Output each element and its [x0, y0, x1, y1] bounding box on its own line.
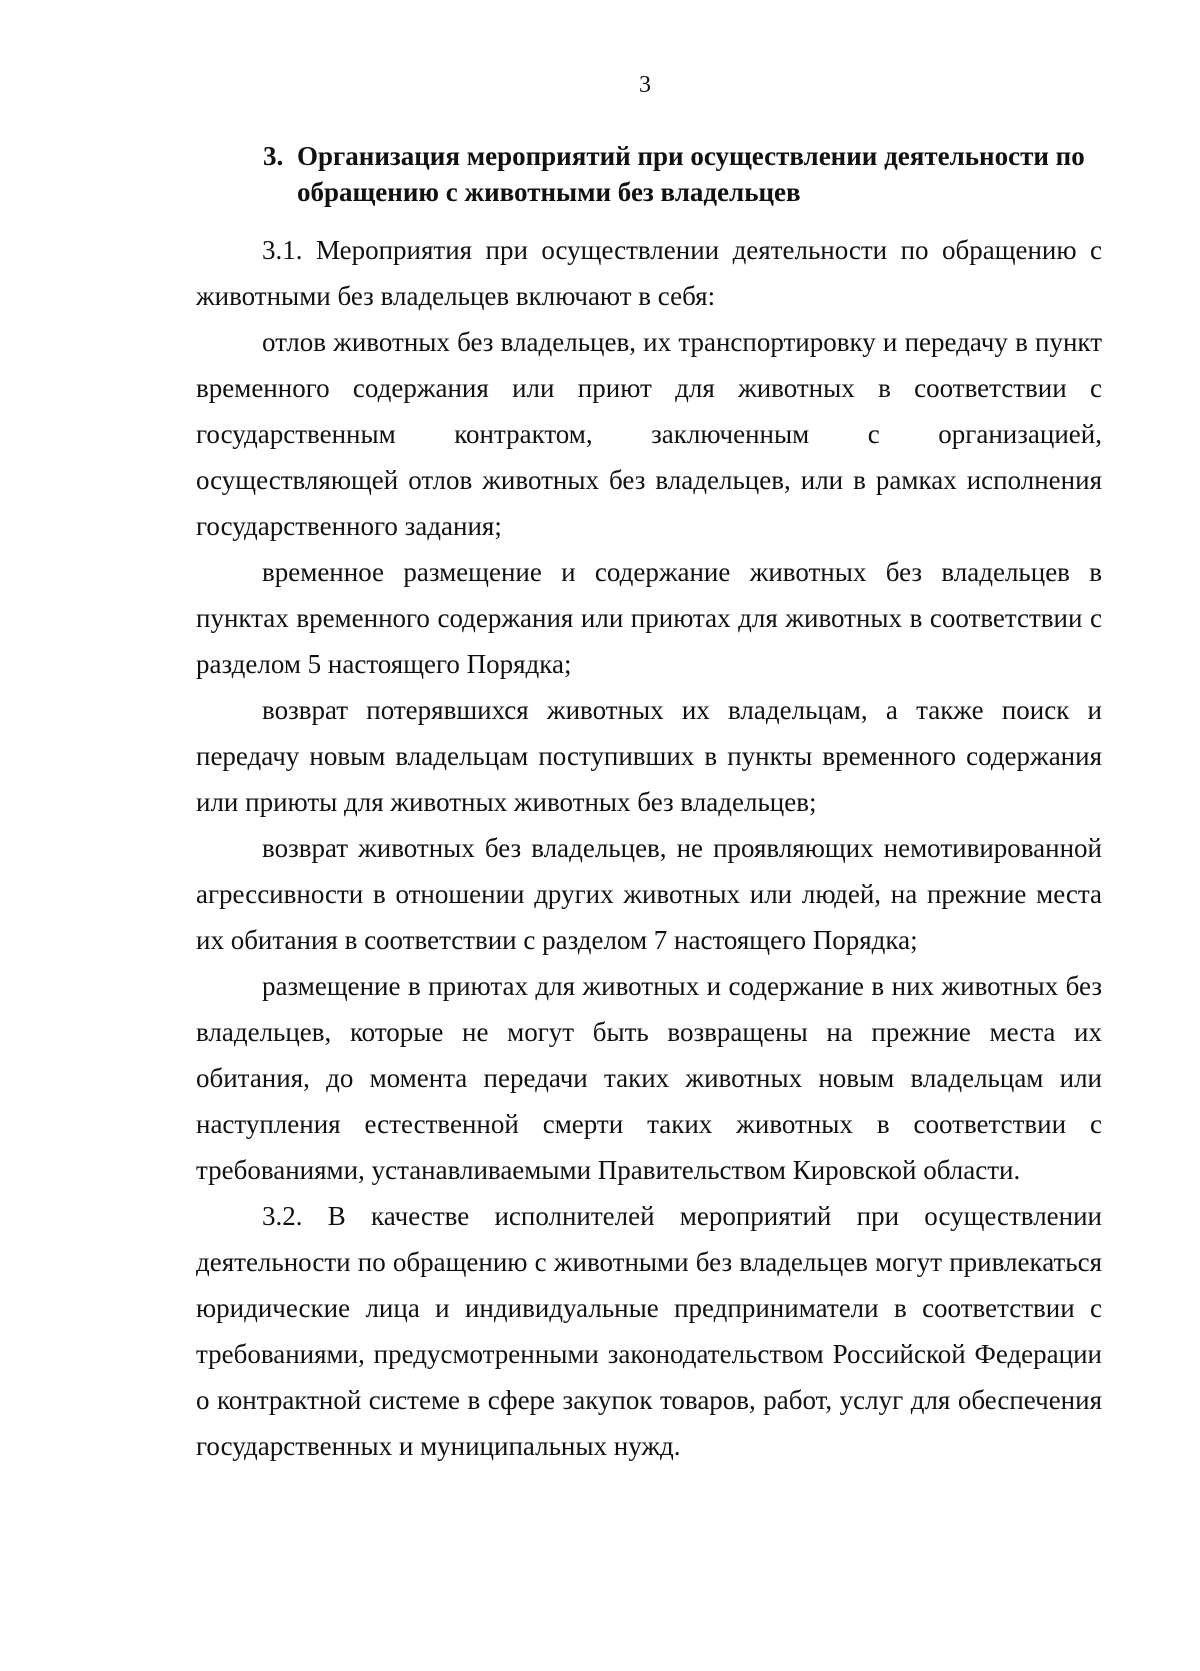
paragraph-3-2: 3.2. В качестве исполнителей мероприятий при осуществлении деятельности по обращению с животными без владельцев могут привлекаться юридические лица и индивидуальные предприниматели в соответствии с требованиями, предусмотренными законодательством Российской Федерации о контрактной системе в сфере закупок товаров, работ, услуг для обеспечения государственных и муниципальных нужд. — [196, 1201, 1102, 1461]
list-item-return-to-owners: возврат потерявшихся животных их владельцам, а также поиск и передачу новым владельцам поступивших в пункты временного содержания или приюты для животных животных без владельцев; — [196, 695, 1102, 817]
section-title: Организация мероприятий при осуществлении деятельности по обращению с животными без владельцев — [297, 141, 1085, 207]
document-body — [196, 227, 1102, 1469]
list-item-return-to-habitat: возврат животных без владельцев, не проявляющих немотивированной агрессивности в отношении других животных или людей, на прежние места их обитания в соответствии с разделом 7 настоящего Порядка; — [196, 833, 1102, 955]
section-heading — [263, 138, 1123, 210]
page-number: 3 — [639, 72, 651, 98]
section-number: 3. — [263, 141, 284, 171]
list-item-temporary-housing: временное размещение и содержание животных без владельцев в пунктах временного содержания или приютах для животных в соответствии с разделом 5 настоящего Порядка; — [196, 557, 1102, 679]
paragraph-3-1: 3.1. Мероприятия при осуществлении деятельности по обращению с животными без владельцев включают в себя: — [196, 235, 1102, 311]
list-item-capture: отлов животных без владельцев, их транспортировку и передачу в пункт временного содержания или приют для животных в соответствии с государственным контрактом, заключенным с организацией, осуществляющей отлов животных без владельцев, или в рамках исполнения государственного задания; — [196, 327, 1102, 541]
list-item-shelter-placement: размещение в приютах для животных и содержание в них животных без владельцев, которые не могут быть возвращены на прежние места их обитания, до момента передачи таких животных новым владельцам или наступления естественной смерти таких животных в соответствии с требованиями, устанавливаемыми Правительством Кировской области. — [196, 971, 1102, 1185]
